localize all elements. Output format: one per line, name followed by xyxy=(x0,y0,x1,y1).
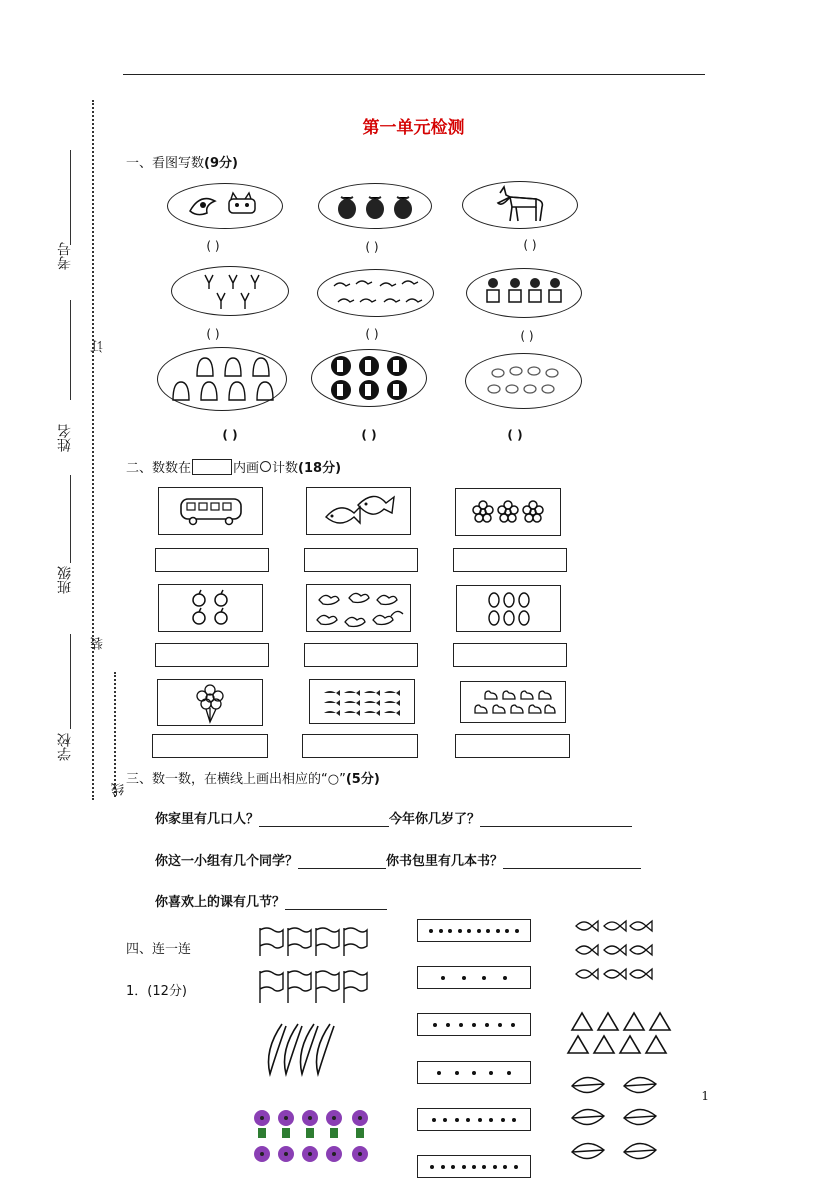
dot-box[interactable] xyxy=(417,1061,531,1084)
section-1-heading: 一、看图写数(9分) xyxy=(126,156,238,171)
dot-box[interactable] xyxy=(417,966,531,989)
dot xyxy=(448,929,452,933)
dot xyxy=(437,1071,441,1075)
answer-box[interactable] xyxy=(152,734,268,758)
answer-line[interactable] xyxy=(480,812,632,827)
apple-icon xyxy=(189,589,233,627)
question-row-3: 你喜欢上的课有几节？ xyxy=(155,891,387,910)
school-label: 学校 xyxy=(57,733,73,761)
picture-fish xyxy=(306,487,411,535)
answer-line[interactable] xyxy=(298,854,386,869)
answer-box[interactable] xyxy=(155,548,269,572)
oval-children xyxy=(466,268,582,318)
dot xyxy=(441,1165,445,1169)
binding-dotted-line-2 xyxy=(114,672,116,797)
oval-leaves xyxy=(465,353,582,409)
oval-bells xyxy=(157,347,287,411)
leaf-icon xyxy=(568,1072,668,1170)
dot xyxy=(441,976,445,980)
zhuang-label: 装 xyxy=(91,637,106,650)
answer-line[interactable] xyxy=(259,812,389,827)
oval-birds xyxy=(317,269,434,317)
dot xyxy=(505,929,509,933)
dot xyxy=(501,1118,505,1122)
balloon-icon xyxy=(190,682,230,724)
oval-pineapples xyxy=(318,183,432,229)
oval-balls xyxy=(311,349,427,407)
answer-line[interactable] xyxy=(503,854,641,869)
dot xyxy=(446,1023,450,1027)
bell-icon xyxy=(167,354,277,404)
answer-paren[interactable]: ( ) xyxy=(365,240,379,254)
picture-flowers xyxy=(455,488,561,536)
dot xyxy=(482,976,486,980)
dot xyxy=(478,1118,482,1122)
binding-dotted-line xyxy=(92,100,94,800)
answer-box[interactable] xyxy=(455,734,570,758)
ding-label: 订 xyxy=(91,340,106,353)
oval-bird-cat xyxy=(167,183,283,229)
dot xyxy=(439,929,443,933)
dot xyxy=(493,1165,497,1169)
fish-icon xyxy=(322,491,396,531)
dot xyxy=(432,1118,436,1122)
dot-box[interactable] xyxy=(417,1013,531,1036)
egg-icon xyxy=(486,591,532,627)
answer-paren[interactable]: ( ) xyxy=(507,428,523,442)
dot xyxy=(507,1071,511,1075)
dot xyxy=(462,976,466,980)
dot-box[interactable] xyxy=(417,919,531,942)
flags-row-2 xyxy=(257,969,369,1005)
dot xyxy=(514,1165,518,1169)
goldfish-icon xyxy=(572,916,654,992)
purple-flower-icon xyxy=(250,1106,378,1168)
picture-apples xyxy=(158,584,263,632)
dot xyxy=(462,1165,466,1169)
tulip-icon xyxy=(195,271,265,311)
picture-small-fish xyxy=(309,679,415,724)
dot xyxy=(443,1118,447,1122)
answer-paren[interactable]: ( ) xyxy=(365,327,379,341)
picture-eggs xyxy=(456,585,561,632)
section-3-heading: 三、数一数，在横线上画出相应的“○”(5分) xyxy=(126,772,380,787)
answer-paren[interactable]: ( ) xyxy=(523,238,537,252)
answer-paren[interactable]: ( ) xyxy=(222,428,238,442)
dot xyxy=(511,1023,515,1027)
bird-cat-icon xyxy=(185,191,265,221)
leaf-outline-icon xyxy=(484,363,564,399)
bus-icon xyxy=(179,496,243,526)
sample-box-icon xyxy=(192,459,232,475)
dot xyxy=(477,929,481,933)
pineapple-icon xyxy=(333,191,417,221)
dot xyxy=(486,929,490,933)
small-bird-icon xyxy=(328,276,424,310)
dot xyxy=(433,1023,437,1027)
duck-icon xyxy=(469,687,557,717)
dot xyxy=(472,1071,476,1075)
dot xyxy=(451,1165,455,1169)
picture-ducks xyxy=(460,681,566,723)
oval-tulips xyxy=(171,266,289,316)
class-label: 班级 xyxy=(57,566,73,594)
dot xyxy=(512,1118,516,1122)
section-4-heading: 四、连一连 xyxy=(126,942,192,957)
answer-box[interactable] xyxy=(453,643,567,667)
ball-icon xyxy=(327,354,411,402)
page-title: 第一单元检测 xyxy=(362,118,465,138)
dot xyxy=(458,929,462,933)
dot xyxy=(482,1165,486,1169)
answer-paren[interactable]: ( ) xyxy=(206,239,220,253)
name-label: 姓名 xyxy=(57,424,73,452)
dot xyxy=(503,976,507,980)
picture-chickens xyxy=(306,584,411,632)
dot xyxy=(429,929,433,933)
exam-no-label: 考号 xyxy=(57,242,73,270)
header-rule xyxy=(123,74,705,75)
name-line xyxy=(70,300,71,400)
answer-paren[interactable]: ( ) xyxy=(520,329,534,343)
answer-paren[interactable]: ( ) xyxy=(361,428,377,442)
dot xyxy=(515,929,519,933)
dot xyxy=(467,929,471,933)
section-4-sub: 1．(12分) xyxy=(126,984,187,999)
answer-box[interactable] xyxy=(304,643,418,667)
picture-bus xyxy=(158,487,263,535)
question-row-2: 你这一小组有几个同学？ 你书包里有几本书？ xyxy=(155,850,641,869)
answer-box[interactable] xyxy=(453,548,567,572)
page-number: 1 xyxy=(701,1089,709,1103)
triangle-icon xyxy=(566,1010,676,1056)
answer-paren[interactable]: ( ) xyxy=(206,327,220,341)
exam-no-line xyxy=(70,150,71,245)
answer-line[interactable] xyxy=(285,895,387,910)
children-icon xyxy=(479,275,569,311)
dot xyxy=(498,1023,502,1027)
answer-box[interactable] xyxy=(304,548,418,572)
dot xyxy=(503,1165,507,1169)
dot xyxy=(472,1023,476,1027)
dot xyxy=(472,1165,476,1169)
flags-row-1 xyxy=(257,926,369,958)
school-line xyxy=(70,634,71,729)
oval-donkey xyxy=(462,181,578,229)
chicken-icon xyxy=(311,586,407,630)
dot xyxy=(485,1023,489,1027)
dot xyxy=(496,929,500,933)
question-row-1: 你家里有几口人？ 今年你几岁了？ xyxy=(155,808,632,827)
picture-balloons xyxy=(157,679,263,726)
answer-box[interactable] xyxy=(302,734,418,758)
banana-icon xyxy=(262,1020,344,1078)
dot xyxy=(430,1165,434,1169)
circle-icon xyxy=(260,461,271,472)
dot xyxy=(455,1071,459,1075)
dot xyxy=(455,1118,459,1122)
dot xyxy=(459,1023,463,1027)
xian-label: 线 xyxy=(112,783,127,796)
dot-box[interactable] xyxy=(417,1108,531,1131)
answer-box[interactable] xyxy=(155,643,269,667)
section-2-heading: 二、数数在 内画 计数 (18分) xyxy=(126,457,341,476)
dot xyxy=(489,1118,493,1122)
donkey-icon xyxy=(490,185,550,225)
class-line xyxy=(70,475,71,563)
small-fish-icon xyxy=(320,687,404,717)
dot-box[interactable] xyxy=(417,1155,531,1178)
flower-icon xyxy=(471,499,545,525)
dot xyxy=(466,1118,470,1122)
dot xyxy=(489,1071,493,1075)
